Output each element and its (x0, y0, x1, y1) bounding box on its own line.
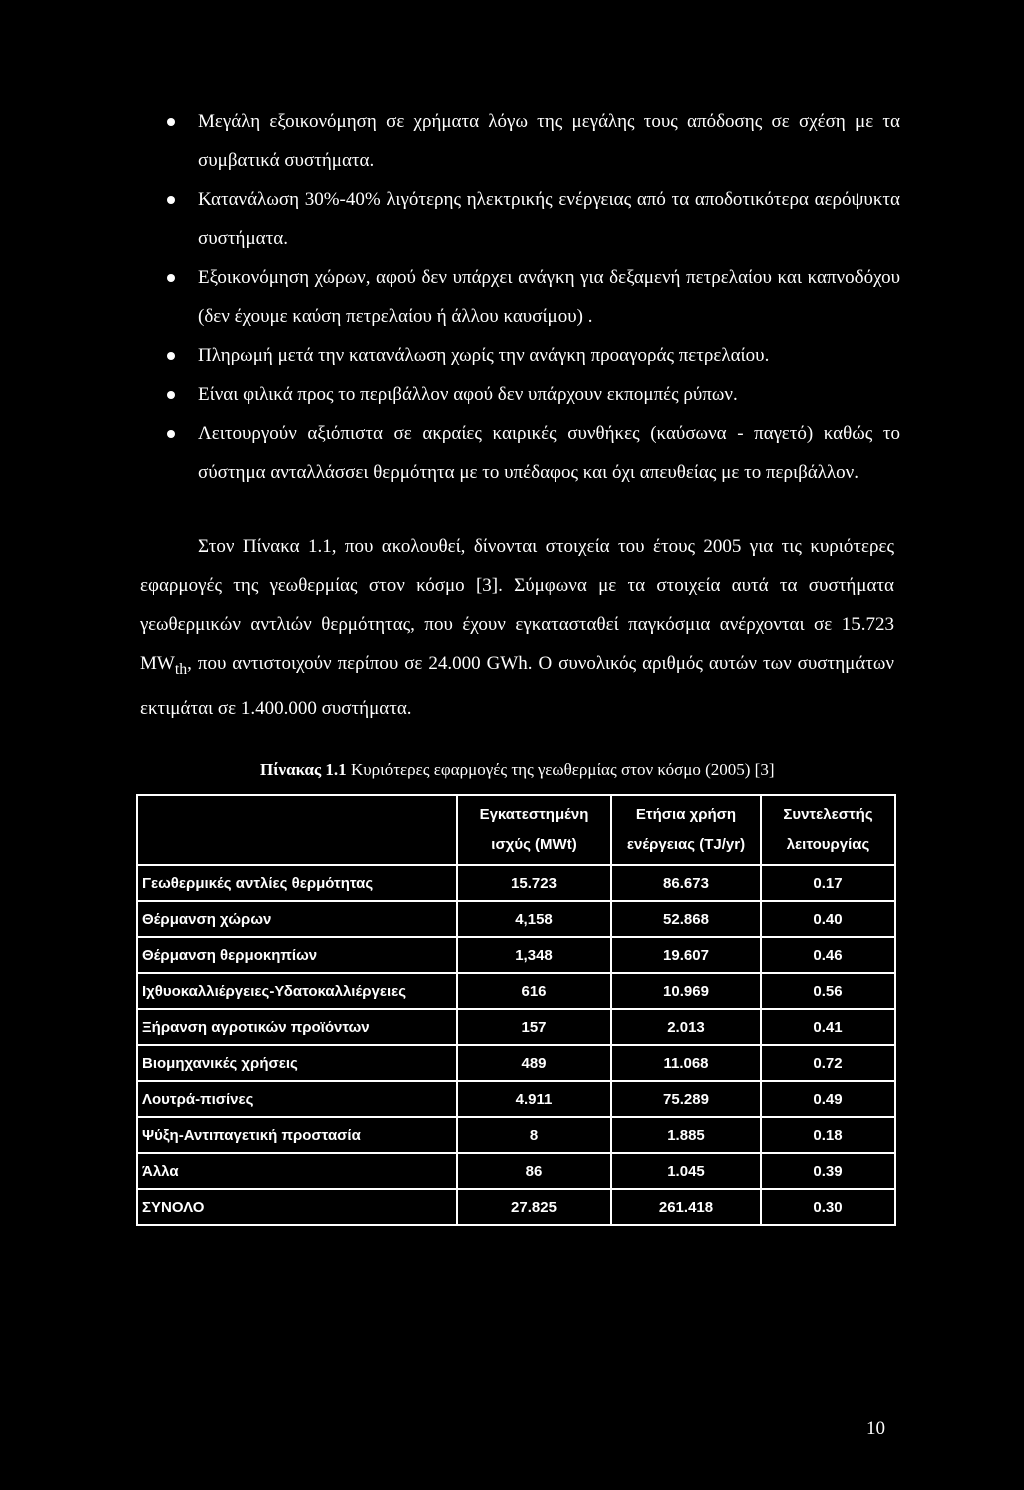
row-capacity-factor: 0.56 (761, 973, 895, 1009)
row-annual-use: 86.673 (611, 865, 761, 901)
table-row (137, 937, 895, 973)
header-cell-annual-use: Ετήσια χρήση ενέργειας (TJ/yr) (611, 795, 761, 865)
bullet-item (140, 102, 900, 180)
row-capacity: 86 (457, 1153, 611, 1189)
row-capacity: 616 (457, 973, 611, 1009)
row-capacity: 1,348 (457, 937, 611, 973)
bullet-item (140, 336, 900, 375)
bullet-icon (167, 352, 175, 360)
table-row (137, 1117, 895, 1153)
row-capacity: 4.911 (457, 1081, 611, 1117)
bullet-icon (167, 430, 175, 438)
row-label: Θέρμανση χώρων (137, 901, 457, 937)
row-capacity: 8 (457, 1117, 611, 1153)
table-row (137, 973, 895, 1009)
body-paragraph (140, 527, 894, 728)
row-label: ΣΥΝΟΛΟ (137, 1189, 457, 1225)
row-label: Γεωθερμικές αντλίες θερμότητας (137, 865, 457, 901)
row-annual-use: 10.969 (611, 973, 761, 1009)
row-label: Βιομηχανικές χρήσεις (137, 1045, 457, 1081)
row-capacity: 27.825 (457, 1189, 611, 1225)
bullet-item (140, 180, 900, 258)
row-label: Άλλα (137, 1153, 457, 1189)
bullet-item (140, 258, 900, 336)
header-cell-capacity: Εγκατεστημένη ισχύς (MWt) (457, 795, 611, 865)
row-capacity-factor: 0.40 (761, 901, 895, 937)
paragraph-part-1: Στον Πίνακα 1.1, που ακολουθεί, δίνονται στοιχεία του έτους 2005 για τις κυριότερες εφαρμογές της γεωθερμίας στον κόσμο [3]. Σύμφωνα με τα στοιχεία αυτά τα συστήματα γεωθερμικών αντλιών θερμότητας, που έχουν εγκατασταθεί παγκόσμια ανέρχονται σε 15.723 MW (140, 536, 894, 674)
row-annual-use: 11.068 (611, 1045, 761, 1081)
table-row (137, 1153, 895, 1189)
bullet-text: Εξοικονόμηση χώρων, αφού δεν υπάρχει ανάγκη για δεξαμενή πετρελαίου και καπνοδόχου (δεν έχουμε καύση πετρελαίου ή άλλου καυσίμου) . (198, 267, 900, 327)
row-label: Ξήρανση αγροτικών προϊόντων (137, 1009, 457, 1045)
row-capacity: 489 (457, 1045, 611, 1081)
row-annual-use: 261.418 (611, 1189, 761, 1225)
header-cell-empty (137, 795, 457, 865)
bullet-icon (167, 196, 175, 204)
row-annual-use: 1.885 (611, 1117, 761, 1153)
row-label: Θέρμανση θερμοκηπίων (137, 937, 457, 973)
table-row (137, 1009, 895, 1045)
row-capacity-factor: 0.46 (761, 937, 895, 973)
table-row (137, 865, 895, 901)
bullet-text: Είναι φιλικά προς το περιβάλλον αφού δεν υπάρχουν εκπομπές ρύπων. (198, 384, 738, 405)
table-caption (260, 758, 860, 782)
bullet-text: Κατανάλωση 30%-40% λιγότερης ηλεκτρικής ενέργειας από τα αποδοτικότερα αερόψυκτα συστήματα. (198, 189, 900, 249)
table-caption-text: Κυριότερες εφαρμογές της γεωθερμίας στον κόσμο (2005) [3] (346, 760, 775, 779)
page-number: 10 (866, 1418, 885, 1439)
row-annual-use: 75.289 (611, 1081, 761, 1117)
row-label: Λουτρά-πισίνες (137, 1081, 457, 1117)
row-annual-use: 52.868 (611, 901, 761, 937)
row-capacity: 15.723 (457, 865, 611, 901)
row-capacity-factor: 0.49 (761, 1081, 895, 1117)
bullet-text: Λειτουργούν αξιόπιστα σε ακραίες καιρικές συνθήκες (καύσωνα - παγετό) καθώς το σύστημα ανταλλάσσει θερμότητα με το υπέδαφος και όχι απευθείας με το περιβάλλον. (198, 423, 900, 483)
row-capacity: 157 (457, 1009, 611, 1045)
bullet-item (140, 414, 900, 492)
bullet-icon (167, 274, 175, 282)
table-header-row (137, 795, 895, 865)
row-capacity-factor: 0.17 (761, 865, 895, 901)
paragraph-part-2: , που αντιστοιχούν περίπου σε 24.000 GWh. Ο συνολικός αριθμός αυτών των συστημάτων εκτιμάται σε 1.400.000 συστήματα. (140, 653, 894, 719)
row-capacity-factor: 0.30 (761, 1189, 895, 1225)
table-row-total (137, 1189, 895, 1225)
row-capacity-factor: 0.39 (761, 1153, 895, 1189)
bullet-icon (167, 391, 175, 399)
row-capacity-factor: 0.72 (761, 1045, 895, 1081)
row-annual-use: 19.607 (611, 937, 761, 973)
bullet-list (140, 102, 900, 492)
table-caption-label: Πίνακας 1.1 (260, 760, 347, 779)
bullet-text: Μεγάλη εξοικονόμηση σε χρήματα λόγω της μεγάλης τους απόδοσης σε σχέση με τα συμβατικά συστήματα. (198, 111, 900, 171)
row-label: Ψύξη-Αντιπαγετική προστασία (137, 1117, 457, 1153)
row-capacity-factor: 0.18 (761, 1117, 895, 1153)
bullet-text: Πληρωμή μετά την κατανάλωση χωρίς την ανάγκη προαγοράς πετρελαίου. (198, 345, 770, 366)
row-label: Ιχθυοκαλλιέργειες-Υδατοκαλλιέργειες (137, 973, 457, 1009)
bullet-item (140, 375, 900, 414)
row-capacity-factor: 0.41 (761, 1009, 895, 1045)
row-capacity: 4,158 (457, 901, 611, 937)
table-row (137, 901, 895, 937)
geothermal-table (136, 794, 896, 1226)
table-row (137, 1045, 895, 1081)
header-cell-capacity-factor: Συντελεστής λειτουργίας (761, 795, 895, 865)
row-annual-use: 2.013 (611, 1009, 761, 1045)
table-row (137, 1081, 895, 1117)
row-annual-use: 1.045 (611, 1153, 761, 1189)
paragraph-subscript: th (174, 660, 188, 678)
bullet-icon (167, 118, 175, 126)
